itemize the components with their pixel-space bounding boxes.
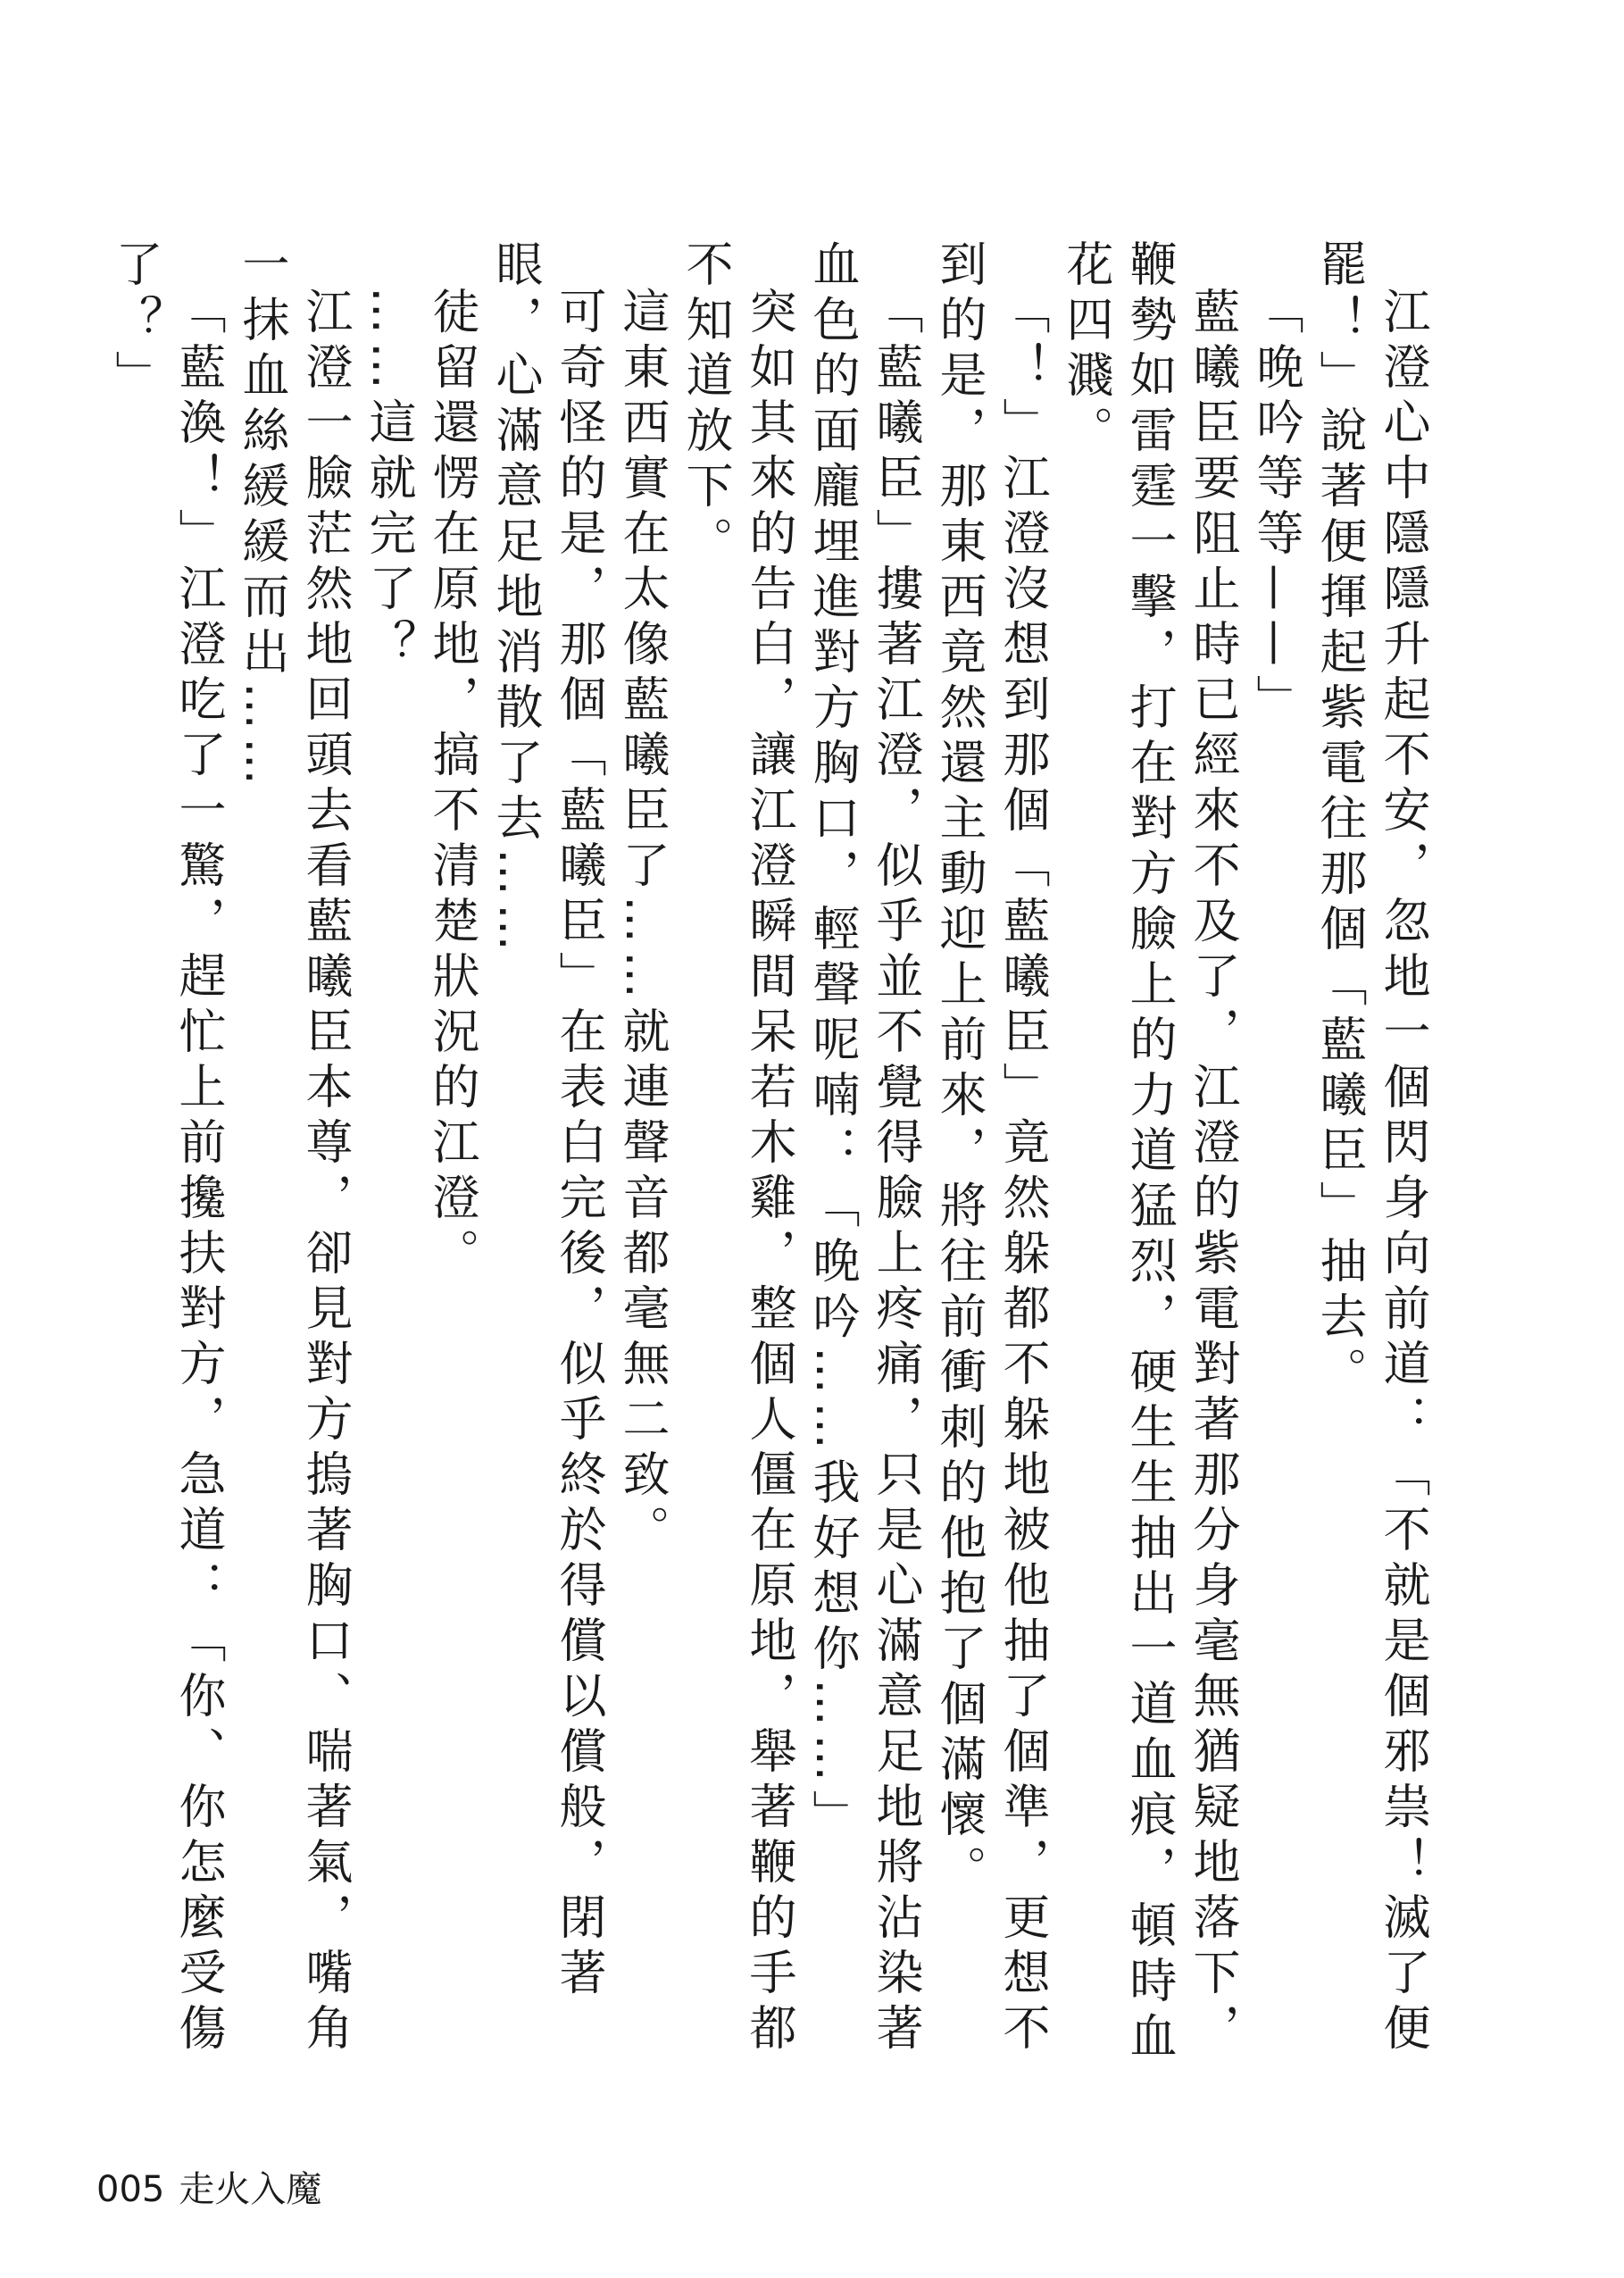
paragraph: 突如其來的告白，讓江澄瞬間呆若木雞，整個人僵在原地，舉著鞭的手都不知道放下。	[679, 239, 796, 2058]
paragraph: 江澄心中隱隱升起不安，忽地一個閃身向前道：「不就是個邪祟！滅了便罷！」說著便揮起紫電往那個「藍曦臣」抽去。	[1312, 239, 1430, 2058]
paragraph: 「藍渙！」江澄吃了一驚，趕忙上前攙扶對方，急道：「你、你怎麼受傷了？」	[108, 239, 226, 2058]
paragraph: 這東西實在太像藍曦臣了……就連聲音都毫無二致。	[615, 287, 670, 1560]
paragraph: 藍曦臣要阻止時已經來不及了，江澄的紫電對著那分身毫無猶疑地落下，鞭勢如雷霆一擊，打在對方臉上的力道猛烈，硬生生抽出一道血痕，頓時血花四濺。	[1059, 239, 1240, 2066]
vertical-text-body	[108, 239, 1435, 2088]
paragraph: 「晚吟等等——」	[1249, 287, 1303, 730]
chapter-title: 走火入魔	[179, 2169, 322, 2210]
paragraph: 江澄一臉茫然地回頭去看藍曦臣本尊，卻見對方摀著胸口、喘著氣，嘴角一抹血絲緩緩而出……	[235, 239, 353, 2058]
paragraph: 「！」江澄沒想到那個「藍曦臣」竟然躲都不躲地被他抽了個準，更想不到的是，那東西竟然還主動迎上前來，將往前衝刺的他抱了個滿懷。	[932, 239, 1050, 2058]
paragraph: 可奇怪的是，那個「藍曦臣」在表白完後，似乎終於得償以償般，閉著眼，心滿意足地消散了去……	[488, 239, 606, 2003]
paragraph: 徒留還愣在原地，搞不清楚狀況的江澄。	[425, 287, 479, 1283]
page-number: 005	[96, 2169, 165, 2210]
paragraph: ……這就完了？	[362, 287, 416, 674]
page-footer	[96, 2161, 336, 2212]
paragraph: 「藍曦臣」摟著江澄，似乎並不覺得臉上疼痛，只是心滿意足地將沾染著血色的面龐埋進對方胸口，輕聲呢喃：「晚吟……我好想你……」	[805, 239, 923, 2058]
